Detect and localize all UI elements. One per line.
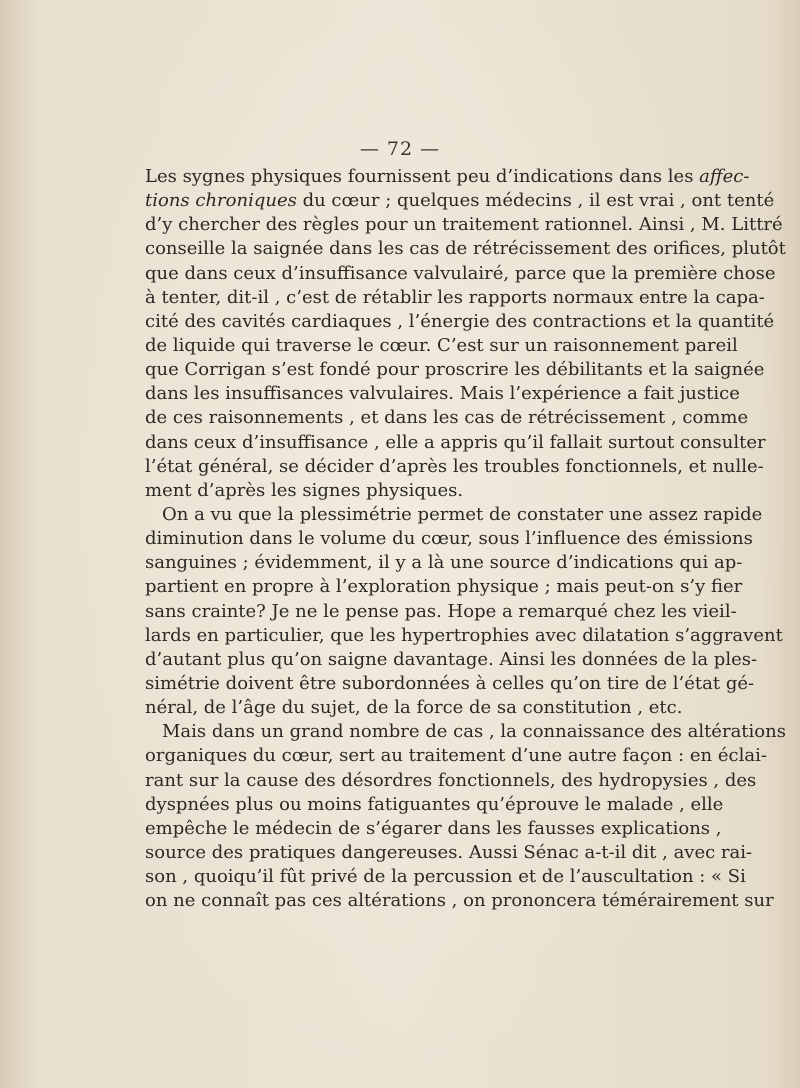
- text-line: [145, 889, 774, 913]
- page-number: — 72 —: [359, 138, 441, 160]
- text-run: l’état général, se décider d’après les troubles fonctionnels, et nulle-: [145, 455, 764, 477]
- text-line: [145, 286, 765, 310]
- text-run: son , quoiqu’il fût privé de la percussion et de l’auscultation : « Si: [145, 866, 746, 888]
- text-run: partient en propre à l’exploration physique ; mais peut-on s’y fier: [145, 576, 743, 598]
- text-run: rant sur la cause des désordres fonctionnels, des hydropysies , des: [145, 769, 757, 791]
- text-run: de liquide qui traverse le cœur. C’est sur un raisonnement pareil: [145, 334, 738, 356]
- text-line: [145, 237, 786, 261]
- text-line: [145, 213, 783, 237]
- text-run: organiques du cœur, sert au traitement d’une autre façon : en éclai-: [145, 745, 767, 767]
- text-run: que dans ceux d’insuffisance valvulairé, parce que la première chose: [145, 262, 776, 284]
- text-line: [145, 793, 724, 817]
- text-line: [145, 431, 766, 455]
- text-line: [145, 455, 764, 479]
- text-run: d’y chercher des règles pour un traitement rationnel. Ainsi , M. Littré: [145, 214, 783, 236]
- text-line: [145, 624, 783, 648]
- text-run: de ces raisonnements , et dans les cas de rétrécissement , comme: [145, 407, 749, 429]
- text-run: du cœur ; quelques médecins , il est vrai , ont tenté: [296, 190, 775, 212]
- text-run: sanguines ; évidemment, il y a là une source d’indications qui ap-: [145, 552, 743, 574]
- text-run: conseille la saignée dans les cas de rétrécissement des orifices, plutôt: [145, 238, 786, 260]
- text-line: [145, 696, 683, 720]
- text-run: sans crainte? Je ne le pense pas. Hope a remarqué chez les vieil-: [145, 600, 737, 622]
- text-line: [145, 479, 677, 503]
- italic-text-run: affec-: [699, 166, 750, 187]
- text-run: ment d’après les signes physiques.: [145, 479, 464, 501]
- text-line: [145, 406, 749, 430]
- text-run: empêche le médecin de s’égarer dans les fausses explications ,: [145, 817, 722, 839]
- text-line: [145, 334, 738, 358]
- text-run: que Corrigan s’est fondé pour proscrire les débilitants et la saignée: [145, 359, 765, 381]
- text-run: diminution dans le volume du cœur, sous l’influence des émissions: [145, 528, 753, 550]
- text-run: dans ceux d’insuffisance , elle a appris qu’il fallait surtout consulter: [145, 431, 766, 453]
- body-text: [145, 165, 786, 913]
- text-line: [145, 551, 743, 575]
- text-line: [145, 527, 753, 551]
- text-line: [145, 503, 763, 527]
- text-line: [145, 358, 765, 382]
- text-run: Mais dans un grand nombre de cas , la connaissance des altérations: [162, 721, 786, 743]
- text-line: [145, 165, 750, 189]
- text-run: néral, de l’âge du sujet, de la force de sa constitution , etc.: [145, 697, 683, 719]
- italic-text-run: tions chroniques: [145, 190, 297, 212]
- text-line: [145, 310, 775, 334]
- text-line: [145, 575, 743, 599]
- text-line: [145, 672, 755, 696]
- text-line: [145, 841, 753, 865]
- text-line: [145, 744, 767, 768]
- text-line: [145, 382, 740, 406]
- text-line: [145, 648, 758, 672]
- text-run: dans les insuffisances valvulaires. Mais l’expérience a fait justice: [145, 383, 740, 405]
- text-line: [145, 817, 722, 841]
- text-run: cité des cavités cardiaques , l’énergie des contractions et la quantité: [145, 310, 775, 332]
- text-line: [145, 189, 775, 213]
- text-run: Les sygnes physiques fournissent peu d’indications dans les: [145, 166, 700, 187]
- text-run: dyspnées plus ou moins fatiguantes qu’éprouve le malade , elle: [145, 793, 724, 815]
- text-run: on ne connaît pas ces altérations , on prononcera téméraireme﻿nt sur: [145, 890, 774, 912]
- text-line: [145, 769, 757, 793]
- text-run: simétrie doivent être subordonnées à celles qu’on tire de l’état gé-: [145, 672, 755, 694]
- text-line: [145, 600, 737, 624]
- text-line: [145, 262, 776, 286]
- text-line: [145, 865, 746, 889]
- text-run: lards en particulier, que les hypertrophies avec dilatation s’aggravent: [145, 624, 783, 646]
- text-line: [145, 720, 786, 744]
- text-run: à tenter, dit-il , c’est de rétablir les rapports normaux entre la capa-: [145, 286, 765, 308]
- text-run: source des pratiques dangereuses. Aussi Sénac a-t-il dit , avec rai-: [145, 841, 753, 863]
- text-run: d’autant plus qu’on saigne davantage. Ainsi les données de la ples-: [145, 648, 758, 670]
- text-run: On a vu que la plessimétrie permet de constater une assez rapide: [162, 503, 763, 525]
